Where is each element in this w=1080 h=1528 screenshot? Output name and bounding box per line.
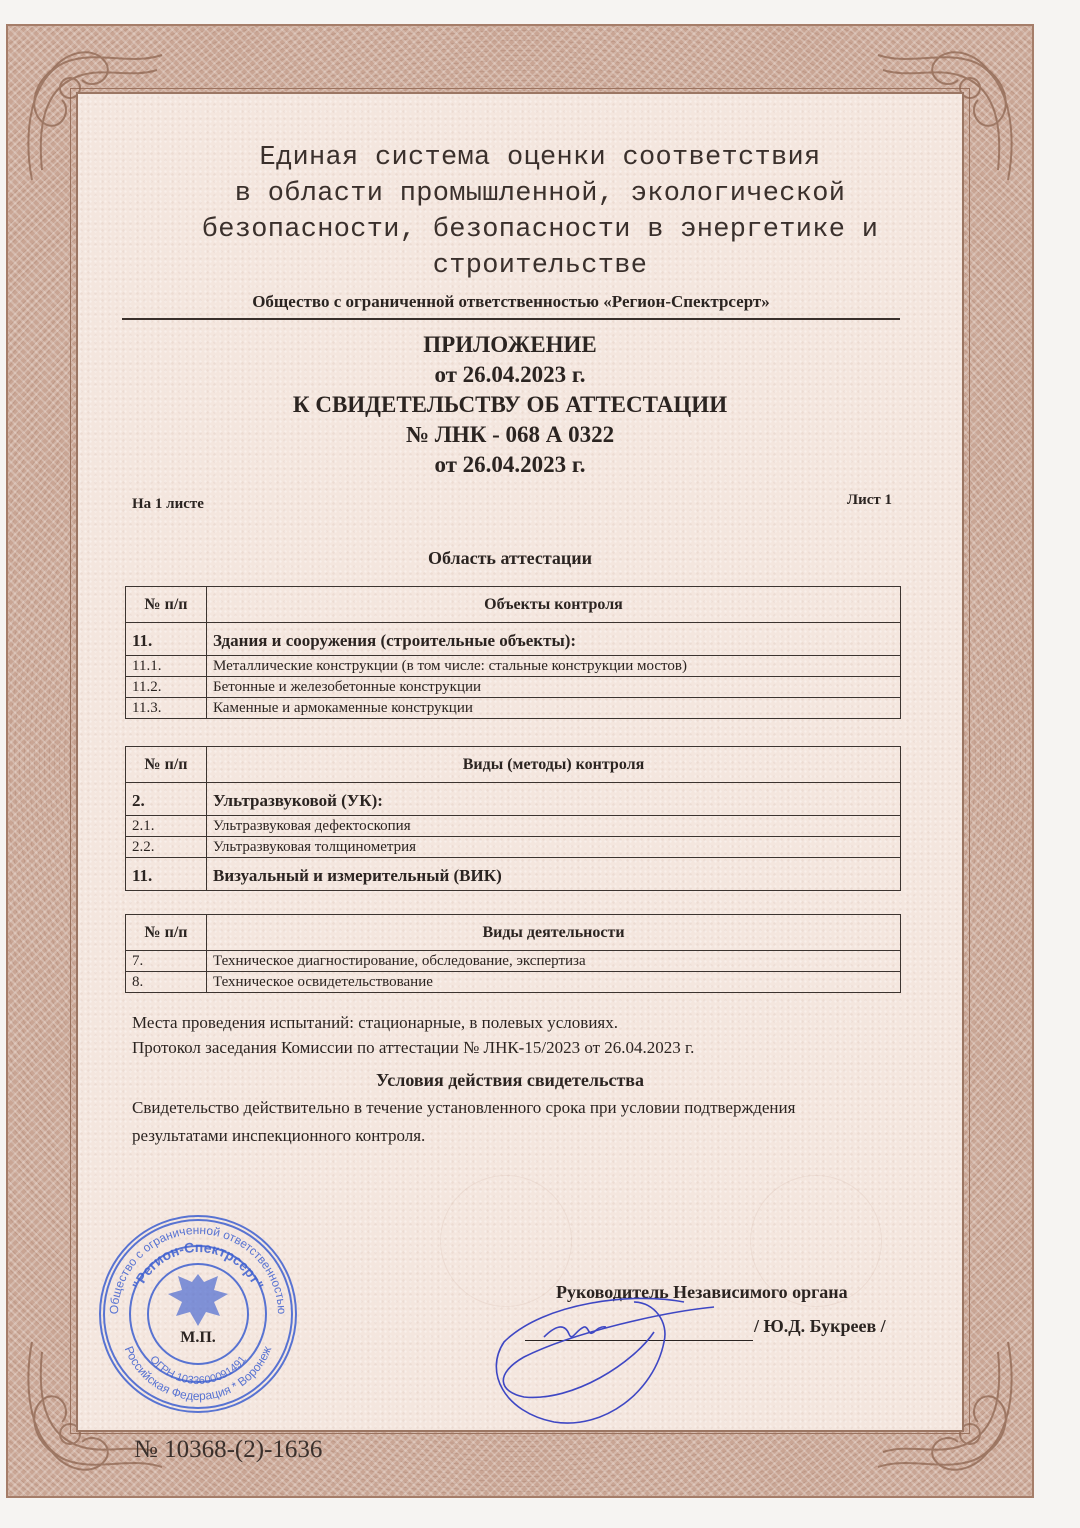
conditions-title: Условия действия свидетельства	[375, 1070, 645, 1090]
row-num: 8.	[126, 972, 207, 993]
row-text: Техническое диагностирование, обследование, экспертиза	[207, 951, 901, 972]
header-title: Объекты контроля	[207, 587, 901, 623]
table-row	[126, 783, 901, 816]
signer-position: Руководитель Независимого органа	[556, 1282, 848, 1302]
svg-text:Российская Федерация * Воронеж	[122, 1344, 275, 1403]
table-row	[126, 972, 901, 993]
row-num: 7.	[126, 951, 207, 972]
table-header-row	[126, 915, 901, 951]
system-title-line: безопасности, безопасности в энергетике и	[201, 215, 879, 245]
header-title: Виды деятельности	[207, 915, 901, 951]
conditions-text-line: результатами инспекционного контроля.	[132, 1126, 426, 1145]
table-row	[126, 837, 901, 858]
title-certificate-number: № ЛНК - 068 А 0322	[405, 422, 615, 447]
row-num: 2.2.	[126, 837, 207, 858]
system-title-line: в области промышленной, экологической	[234, 179, 846, 209]
table-row	[126, 677, 901, 698]
organization-seal	[96, 1212, 300, 1416]
table-header-row	[126, 747, 901, 783]
header-title: Виды (методы) контроля	[207, 747, 901, 783]
row-num: 11.	[126, 858, 207, 891]
system-title-line: строительстве	[432, 251, 648, 281]
handwritten-signature	[484, 1282, 724, 1432]
row-text: Ультразвуковая толщинометрия	[207, 837, 901, 858]
header-num: № п/п	[126, 747, 207, 783]
system-title-line: Единая система оценки соответствия	[259, 143, 821, 173]
row-text: Каменные и армокаменные конструкции	[207, 698, 901, 719]
eagle-emblem-icon	[168, 1274, 228, 1326]
row-num: 11.2.	[126, 677, 207, 698]
row-text: Бетонные и железобетонные конструкции	[207, 677, 901, 698]
sheet-current: Лист 1	[846, 492, 892, 508]
sheets-total: На 1 листе	[132, 496, 204, 512]
signer-name: / Ю.Д. Букреев /	[754, 1316, 886, 1336]
title-certificate: К СВИДЕТЕЛЬСТВУ ОБ АТТЕСТАЦИИ	[292, 392, 728, 417]
title-certificate-date: от 26.04.2023 г.	[434, 452, 586, 477]
row-text: Ультразвуковой (УК):	[207, 783, 901, 816]
seal-ogrn: ОГРН 1033600091491	[147, 1353, 249, 1388]
form-number: № 10368-(2)-1636	[134, 1436, 323, 1463]
document-title	[110, 330, 910, 480]
row-text: Визуальный и измерительный (ВИК)	[207, 858, 901, 891]
objects-table	[125, 586, 901, 719]
table-row	[126, 951, 901, 972]
scope-title: Область аттестации	[427, 548, 593, 568]
conditions-text-line: Свидетельство действительно в течение установленного срока при условии подтверждения	[132, 1098, 796, 1117]
row-num: 2.	[126, 783, 207, 816]
table-row	[126, 656, 901, 677]
table-row	[126, 858, 901, 891]
methods-table	[125, 746, 901, 891]
table-row	[126, 623, 901, 656]
row-num: 11.1.	[126, 656, 207, 677]
seal-outer-text: Общество с ограниченной ответственностью	[106, 1222, 290, 1315]
test-sites-note: Места проведения испытаний: стационарные, в полевых условиях.	[132, 1013, 618, 1032]
protocol-note: Протокол заседания Комиссии по аттестации № ЛНК-15/2023 от 26.04.2023 г.	[132, 1038, 695, 1057]
system-title	[150, 140, 930, 284]
table-row	[126, 698, 901, 719]
row-num: 11.3.	[126, 698, 207, 719]
activities-table	[125, 914, 901, 993]
row-text: Металлические конструкции (в том числе: стальные конструкции мостов)	[207, 656, 901, 677]
header-num: № п/п	[126, 915, 207, 951]
seal-name: "Регион-Спектрсерт"	[128, 1238, 268, 1292]
title-appendix: ПРИЛОЖЕНИЕ	[423, 332, 597, 357]
seal-bottom-text: Российская Федерация * Воронеж	[121, 1344, 275, 1404]
row-text: Здания и сооружения (строительные объекты):	[207, 623, 901, 656]
title-appendix-date: от 26.04.2023 г.	[434, 362, 586, 387]
row-text: Техническое освидетельствование	[207, 972, 901, 993]
organization-name: Общество с ограниченной ответственностью «Регион-Спектрсерт»	[122, 292, 900, 320]
table-row	[126, 816, 901, 837]
row-num: 2.1.	[126, 816, 207, 837]
seal-mp-label: М.П.	[180, 1329, 216, 1346]
row-num: 11.	[126, 623, 207, 656]
header-num: № п/п	[126, 587, 207, 623]
table-header-row	[126, 587, 901, 623]
row-text: Ультразвуковая дефектоскопия	[207, 816, 901, 837]
